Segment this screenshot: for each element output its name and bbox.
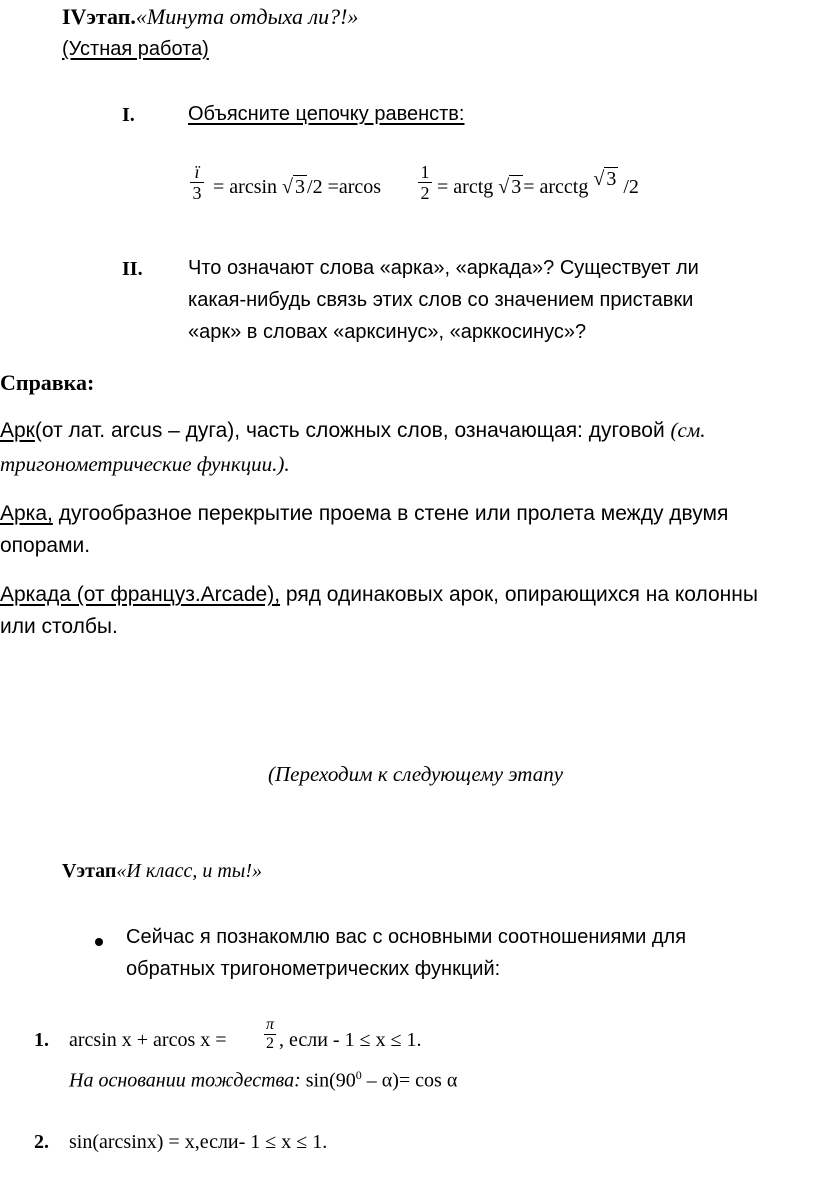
reference-p3-line2: или столбы. — [0, 615, 118, 638]
stage4-subtitle: (Устная работа) — [62, 38, 209, 60]
formula1-pi-over-2 — [264, 1016, 276, 1053]
formula1-basis-a: sin(90 — [305, 1069, 356, 1092]
reference-p3-text: ряд одинаковых арок, опирающихся на колонны — [285, 583, 758, 606]
reference-heading: Справка: — [0, 370, 95, 395]
reference-p1 — [0, 418, 706, 443]
formula1-basis-sup: 0 — [355, 1068, 362, 1082]
reference-term-arka: Арка, — [0, 502, 53, 525]
transition-note: (Переходим к следующему этапу — [268, 762, 564, 786]
eq-two: 2 — [420, 183, 430, 203]
eq-main — [213, 175, 381, 199]
task1-number: I. — [122, 104, 135, 126]
eq-one: 1 — [420, 162, 430, 182]
formula1-basis-label: На основании тождества: — [69, 1069, 301, 1092]
stage5-label: Vэтап — [62, 860, 117, 882]
eq-part4: = arcctg — [523, 176, 589, 198]
formula2-number: 2. — [34, 1131, 49, 1153]
stage5-title: «И класс, и ты!» — [116, 860, 262, 882]
reference-p2 — [0, 502, 728, 526]
eq-sqrt-a: √ 3 — [282, 176, 306, 198]
eq-part3: = arctg — [437, 176, 494, 198]
eq-part1: = arcsin — [213, 176, 278, 198]
eq-three: 3 — [192, 183, 202, 203]
formula1-number: 1. — [34, 1029, 49, 1051]
reference-p1-text: (от лат. arcus – дуга), часть сложных слов, означающая: дуговой — [34, 419, 665, 442]
stage4-title: «Минута отдыха ли?!» — [135, 4, 359, 29]
reference-p2-text: дугообразное перекрытие проема в стене или пролета между двумя — [58, 502, 729, 525]
task2-number: II. — [122, 258, 143, 280]
reference-term-ark: Арк — [0, 419, 35, 442]
eq-part2: /2 =arcos — [307, 176, 382, 198]
stage4-label: IVэтап. — [62, 4, 136, 29]
reference-term-arkada: Аркада (от француз.Arcade), — [0, 583, 281, 606]
reference-p3 — [0, 583, 758, 607]
task1-text: Объясните цепочку равенств: — [188, 103, 465, 125]
formula1-lhs: arcsin x + arcos x = — [69, 1029, 227, 1051]
task2-line-2: какая-нибудь связь этих слов со значением приставки — [188, 289, 694, 311]
formula1-pi: π — [265, 1016, 274, 1033]
bullet-dot-icon — [95, 938, 103, 946]
formula1-condition: , если - 1 ≤ x ≤ 1. — [279, 1029, 422, 1051]
eq-sqrt-b: √ 3 — [498, 176, 522, 198]
eq-one-half — [418, 162, 432, 203]
eq-part5: /2 — [623, 176, 639, 198]
bullet-line-2: обратных тригонометрических функций: — [126, 958, 501, 980]
formula1-two: 2 — [266, 1035, 274, 1052]
formula1-basis — [69, 1068, 457, 1093]
reference-p1-italic: (см. — [670, 418, 706, 442]
reference-p2-line2: опорами. — [0, 534, 91, 557]
formula1-basis-b: – α)= cos α — [361, 1069, 458, 1092]
eq-tail — [437, 168, 639, 199]
stage5-heading — [62, 860, 262, 883]
task2-line-1: Что означают слова «арка», «аркада»? Существует ли — [188, 257, 699, 279]
task2-line-3: «арк» в словах «арксинус», «арккосинус»? — [188, 321, 587, 343]
formula2-text: sin(arcsinx) = x,если- 1 ≤ x ≤ 1. — [69, 1131, 328, 1153]
eq-pi: ї — [194, 162, 200, 182]
reference-p1-line2: тригонометрические функции.). — [0, 452, 290, 476]
bullet-line-1: Сейчас я познакомлю вас с основными соотношениями для — [126, 926, 687, 948]
eq-pi-over-3 — [190, 162, 204, 203]
eq-sqrt-c: √ 3 — [593, 168, 617, 190]
stage4-heading — [62, 4, 358, 30]
